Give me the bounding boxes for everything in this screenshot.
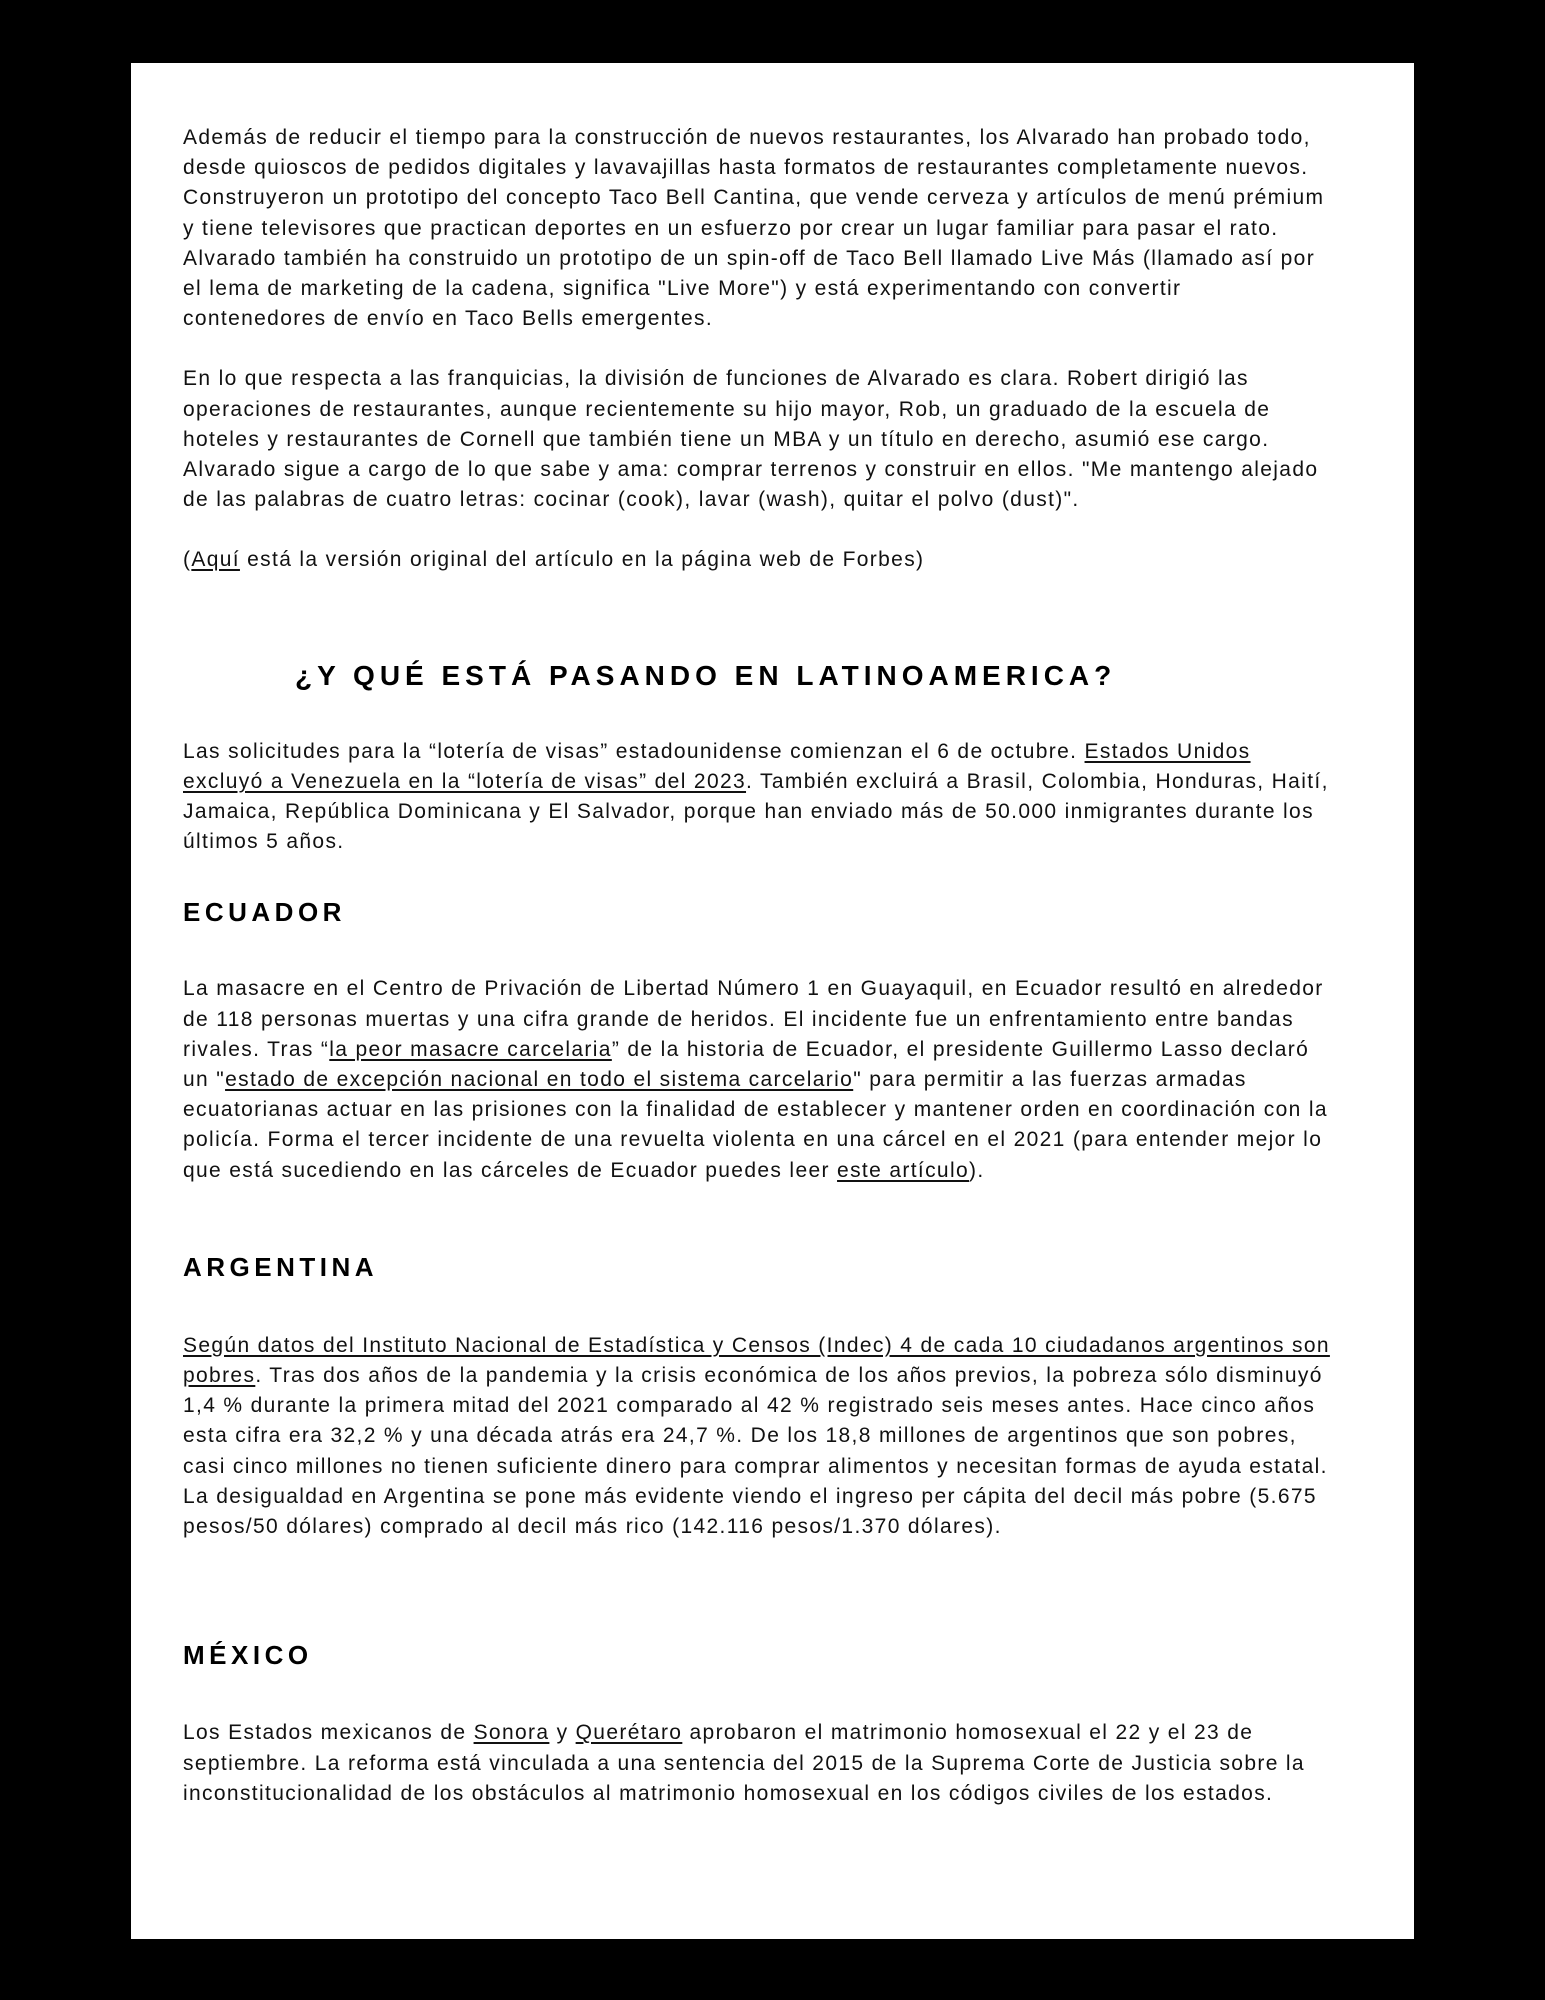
argentina-heading: ARGENTINA [183, 1251, 379, 1282]
intro-paragraph-1: Además de reducir el tiempo para la construcción de nuevos restaurantes, los Alvarado han probado todo, desde quioscos de pedidos digitales y lavavajillas hasta formatos de restaurantes completamente nuevos. Construyeron un prototipo del concepto Taco Bell Cantina, que vende cerveza y artículos de menú prémium y tiene televisores que practican deportes en un esfuerzo por crear un lugar familiar para pasar el rato. Alvarado también ha construido un prototipo de un spin-off de Taco Bell llamado Live Más (llamado así por el lema de marketing de la cadena, significa "Live More") y está experimentando con convertir contenedores de envío en Taco Bells emergentes. [183, 126, 1325, 331]
mexico-paragraph [183, 1718, 1330, 1809]
argentina-paragraph [183, 1331, 1330, 1542]
ecuador-text-4: ). [969, 1158, 985, 1182]
mexico-text-2: y [549, 1721, 576, 1745]
indec-poverty-link[interactable]: Según datos del Instituto Nacional de Estadística y Censos (Indec) 4 de cada 10 ciudadanos argentinos son pobres [183, 1333, 1330, 1388]
document-page [131, 63, 1414, 1939]
prison-massacre-link[interactable]: la peor masacre carcelaria [329, 1037, 612, 1061]
source-note-open-paren: ( [183, 548, 192, 572]
ecuador-text-2: ” de la historia de Ecuador, el presidente Guillermo Lasso declaró un " [183, 1037, 1310, 1092]
visa-text-before: Las solicitudes para la “lotería de visas” estadounidense comienzan el 6 de octubre. [183, 739, 1085, 763]
source-note-text: está la versión original del artículo en la página web de Forbes) [239, 548, 925, 572]
argentina-text: . Tras dos años de la pandemia y la crisis económica de los años previos, la pobreza sólo disminuyó 1,4 % durante la primera mitad del 2021 comparado al 42 % registrado seis meses antes. Hace cinco años esta cifra era 32,2 % y una década atrás era 24,7 %. De los 18,8 millones de argentinos que son pobres, casi cinco millones no tienen suficiente dinero para comprar alimentos y necesitan formas de ayuda estatal. La desigualdad en Argentina se pone más evidente viendo el ingreso per cápita del decil más pobre (5.675 pesos/50 dólares) comprado al decil más rico (142.116 pesos/1.370 dólares). [183, 1364, 1328, 1539]
mexico-text-3: aprobaron el matrimonio homosexual el 22 y el 23 de septiembre. La reforma está vinculada a una sentencia del 2015 de la Suprema Corte de Justicia sobre la inconstitucionalidad de los obstáculos al matrimonio homosexual en los códigos civiles de los estados. [183, 1721, 1305, 1805]
queretaro-link[interactable]: Querétaro [575, 1721, 683, 1745]
forbes-original-link[interactable]: Aquí [191, 548, 240, 572]
este-articulo-link[interactable]: este artículo [837, 1158, 969, 1182]
intro-paragraph-2: En lo que respecta a las franquicias, la división de funciones de Alvarado es clara. Robert dirigió las operaciones de restaurantes, aunque recientemente su hijo mayor, Rob, un graduado de la escuela de hoteles y restaurantes de Cornell que también tiene un MBA y un título en derecho, asumió ese cargo. Alvarado sigue a cargo de lo que sabe y ama: comprar terrenos y construir en ellos. "Me mantengo alejado de las palabras de cuatro letras: cocinar (cook), lavar (wash), quitar el polvo (dust)". [183, 367, 1319, 512]
state-of-exception-link[interactable]: estado de excepción nacional en todo el sistema carcelario [225, 1068, 854, 1092]
sonora-link[interactable]: Sonora [473, 1721, 550, 1745]
ecuador-text-1: La masacre en el Centro de Privación de Libertad Número 1 en Guayaquil, en Ecuador resultó en alrededor de 118 personas muertas y una cifra grande de heridos. El incidente fue un enfrentamiento entre bandas rivales. Tras “ [183, 977, 1324, 1061]
ecuador-text-3: " para permitir a las fuerzas armadas ecuatorianas actuar en las prisiones con la finalidad de establecer y mantener orden en coordinación con la policía. Forma el tercer incidente de una revuelta violenta en una cárcel en el 2021 (para entender mejor lo que está sucediendo en las cárceles de Ecuador puedes leer [183, 1068, 1328, 1182]
visa-lottery-paragraph [183, 737, 1330, 858]
visa-text-after: . También excluirá a Brasil, Colombia, Honduras, Haití, Jamaica, República Dominicana y El Salvador, porque han enviado más de 50.000 inmigrantes durante los últimos 5 años. [183, 769, 1329, 854]
mexico-heading: MÉXICO [183, 1640, 313, 1671]
ecuador-heading: ECUADOR [183, 897, 346, 928]
latam-section-heading: ¿Y QUÉ ESTÁ PASANDO EN LATINOAMERICA? [295, 659, 1117, 691]
mexico-text-1: Los Estados mexicanos de [183, 1721, 474, 1745]
ecuador-paragraph [183, 974, 1330, 1185]
visa-lottery-link[interactable]: Estados Unidos excluyó a Venezuela en la “lotería de visas” del 2023 [183, 739, 1251, 793]
forbes-source-note [183, 545, 1330, 575]
